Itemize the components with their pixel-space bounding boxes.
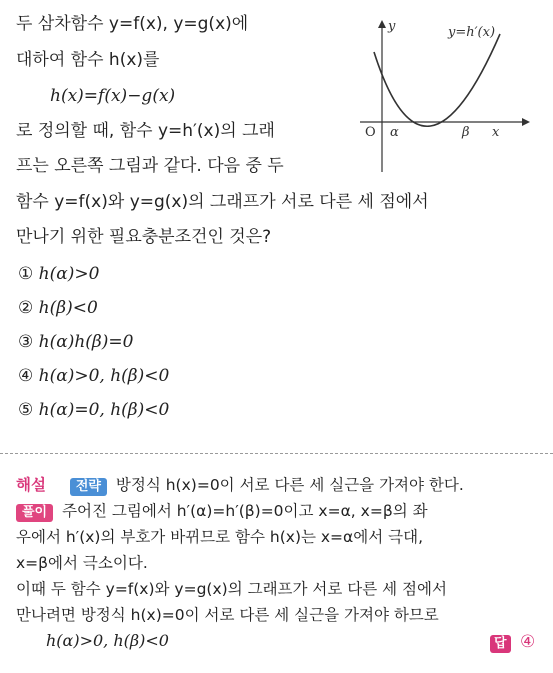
problem-line-4: 로 정의할 때, 함수 y=h′(x)의 그래 <box>16 121 275 141</box>
solution-line-1 <box>16 500 428 522</box>
problem-line-2: 대하여 함수 h(x)를 <box>16 50 160 70</box>
choice-3[interactable] <box>18 330 133 354</box>
y-axis-label: y <box>388 19 396 34</box>
solution-line-4: 이때 두 함수 y=f(x)와 y=g(x)의 그래프가 서로 다른 세 점에서 <box>16 580 447 598</box>
solution-line-3: x=β에서 극소이다. <box>16 554 148 572</box>
choice-3-text: h(α)h(β)=0 <box>38 332 134 352</box>
solution-line-5: 만나려면 방정식 h(x)=0이 서로 다른 세 실근을 가져야 하므로 <box>16 606 439 624</box>
solution-conclusion: h(α)>0, h(β)<0 <box>46 631 169 650</box>
choice-5-number: ⑤ <box>18 400 34 420</box>
choice-3-number: ③ <box>18 332 34 352</box>
problem-definition: h(x)=f(x)−g(x) <box>50 86 176 106</box>
solution-strategy <box>16 474 464 496</box>
problem-line-1: 두 삼차함수 y=f(x), y=g(x)에 <box>16 14 249 34</box>
answer-value: ④ <box>519 632 536 652</box>
answer-box <box>490 630 535 654</box>
choice-1-text: h(α)>0 <box>38 264 100 284</box>
answer-tag: 답 <box>490 635 511 653</box>
choice-1-number: ① <box>18 264 34 284</box>
choice-4-text: h(α)>0, h(β)<0 <box>38 366 170 386</box>
problem-line-5: 프는 오른쪽 그림과 같다. 다음 중 두 <box>16 156 284 176</box>
solution-text-1: 주어진 그림에서 h′(α)=h′(β)=0이고 x=α, x=β의 좌 <box>62 502 428 520</box>
y-axis-arrow-icon <box>378 20 386 28</box>
choice-4-number: ④ <box>18 366 34 386</box>
choice-5-text: h(α)=0, h(β)<0 <box>38 400 170 420</box>
choice-2-text: h(β)<0 <box>38 298 98 318</box>
solution-line-2: 우에서 h′(x)의 부호가 바뀌므로 함수 h(x)는 x=α에서 극대, <box>16 528 424 546</box>
solve-tag: 풀이 <box>16 504 53 522</box>
choice-2[interactable] <box>18 296 98 320</box>
strategy-tag: 전략 <box>70 478 107 496</box>
origin-label: O <box>365 125 376 140</box>
x-axis-arrow-icon <box>522 118 530 126</box>
section-divider <box>0 453 553 454</box>
derivative-curve <box>374 34 500 126</box>
curve-label: y=h′(x) <box>448 25 496 40</box>
derivative-graph <box>352 14 542 174</box>
choice-1[interactable] <box>18 262 99 286</box>
choice-2-number: ② <box>18 298 34 318</box>
choice-5[interactable] <box>18 398 169 422</box>
alpha-label: α <box>390 125 399 140</box>
problem-line-6: 함수 y=f(x)와 y=g(x)의 그래프가 서로 다른 세 점에서 <box>16 192 429 212</box>
choice-4[interactable] <box>18 364 169 388</box>
strategy-text: 방정식 h(x)=0이 서로 다른 세 실근을 가져야 한다. <box>115 476 464 494</box>
beta-label: β <box>462 125 470 140</box>
solution-title: 해설 <box>16 476 46 494</box>
x-axis-label: x <box>492 125 500 140</box>
problem-line-7: 만나기 위한 필요충분조건인 것은? <box>16 227 272 247</box>
